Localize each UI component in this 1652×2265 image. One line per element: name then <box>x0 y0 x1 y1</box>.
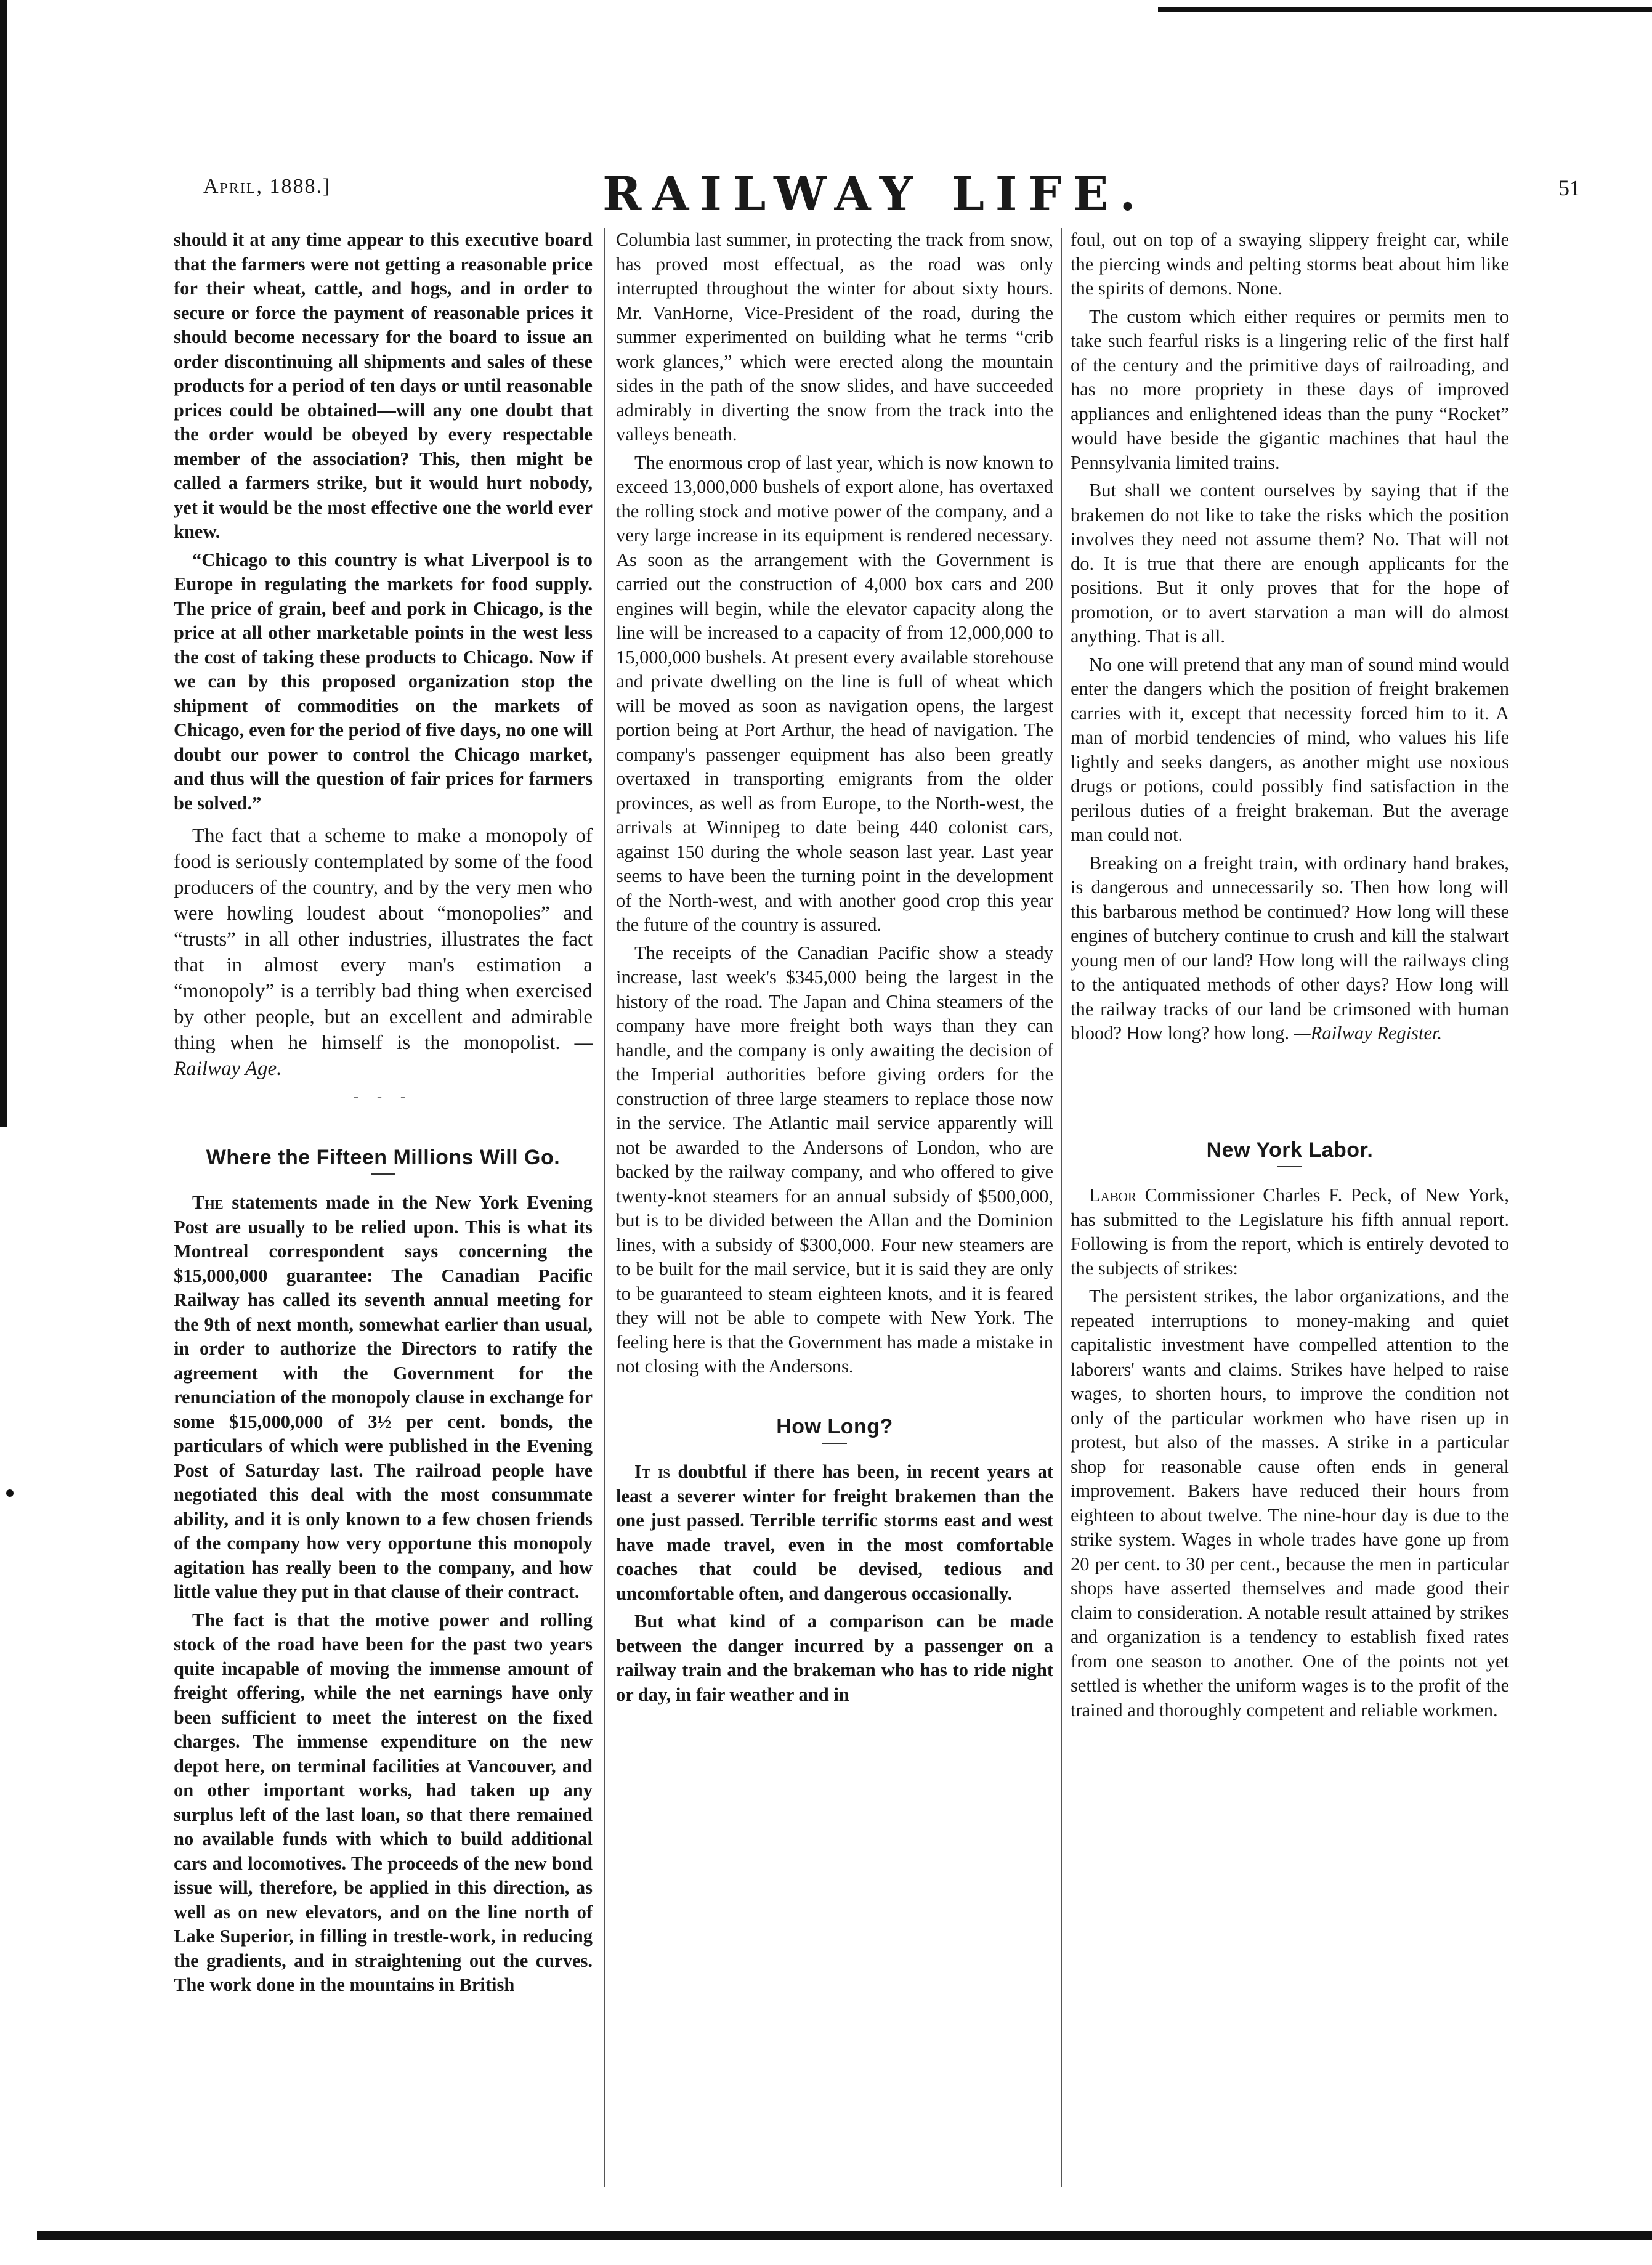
article-paragraph: No one will pretend that any man of sound mind would enter the dangers which the position of freight brakemen carries with it, except that necessity forced him to it. A man of morbid tendencies of mind, who values his life lightly and seeks dangers, as another might use noxious drugs or potions, could possibly find satisfaction in the perilous duties of a freight brakeman. But the average man could not. <box>1071 654 1509 845</box>
article-paragraph: But shall we content ourselves by saying that if the brakemen do not like to take the risks which the position involves they need not assume them? No. That will not do. It is true that there are enough applicants for the positions. But it only proves that for the hope of promotion, or to avert starvation a man will do almost anything. That is all. <box>1071 480 1509 647</box>
paragraph-text: Breaking on a freight train, with ordinary hand brakes, is dangerous and unnecessarily so. Then how long will this barbarous method be continued? How long will these engines of butchery continue to crush and kill the stalwart young men of our land? How long will the railways cling to the antiquated methods of other days? How long will the railway tracks of our land be crimsoned with human blood? How long? how long. <box>1071 852 1509 1043</box>
article-heading: Where the Fifteen Millions Will Go. <box>206 1145 561 1169</box>
article-paragraph: But what kind of a comparison can be made between the danger incurred by a passenger on a railway train and the brakeman who has to ride night or day, in fair weather and in <box>616 1611 1053 1705</box>
article-paragraph <box>174 1191 593 1605</box>
article-paragraph: “Chicago to this country is what Liverpool is to Europe in regulating the markets for food supply. The price of grain, beef and pork in Chicago, is the price at all other marketable points in the west less the cost of taking these products to Chicago. Now if we can by this proposed organization stop the shipment of commodities on the markets of Chicago, even for the period of five days, no one will doubt our power to control the Chicago market, and thus will the question of fair prices for farmers be solved.” <box>174 549 593 814</box>
margin-dot <box>6 1489 14 1497</box>
article-paragraph <box>1071 851 1509 1046</box>
source-credit: —Railway Age. <box>174 1032 593 1080</box>
source-credit: —Railway Register. <box>1294 1023 1443 1043</box>
column-rule-left <box>604 228 605 2187</box>
column-3 <box>1071 228 1509 1726</box>
article-paragraph: The persistent strikes, the labor organizations, and the repeated interruptions to money-making and quiet capitalistic investment have compelled attention to the laborers' wants and claims. Strikes have helped to raise wages, to shorten hours, to improve the condition not only of the particular workmen who have risen up in protest, but also of the masses. A strike in a particular shop for reasonable cause often ends in general improvement. Bakers have reduced their hours from eighteen to about twelve. The nine-hour day is due to the strike system. Wages in whole trades have gone up from 20 per cent. to 30 per cent., because the men in particular shops have asserted themselves and made good their claim to consideration. A notable result attained by strikes and organization is a tendency to establish fixed rates from one season to another. One of the points not yet settled is whether the uniform wages is to the profit of the trained and thoroughly competent and reliable workmen. <box>1071 1286 1509 1720</box>
column-1 <box>174 228 593 2001</box>
section-break: - - - <box>354 1089 413 1105</box>
paragraph-text: Commissioner Charles F. Peck, of New York, has submitted to the Legislature his fifth annual report. Following is from the report, which is entirely devoted to the subjects of strikes: <box>1071 1185 1509 1279</box>
article-paragraph <box>1071 1183 1509 1281</box>
article-heading: New York Labor. <box>1206 1138 1374 1162</box>
left-page-edge <box>0 0 7 1127</box>
masthead-title: RAILWAY LIFE. <box>602 166 1147 221</box>
article-paragraph: The receipts of the Canadian Pacific show a steady increase, last week's $345,000 being the largest in the history of the road. The Japan and China steamers of the company have more freight both ways than they can handle, and the company is only awaiting the decision of the Imperial authorities before giving orders for the construction of three large steamers to replace those now in the service. The Atlantic mail service apparently will not be awarded to the Andersons of London, who are backed by the railway company, and who offered to give twenty-knot steamers for an annual subsidy of $500,000, but is to be divided between the Allan and the Dominion lines, with a subsidy of $300,000. Four new steamers are to be built for the mail service, but it is said they are only to be guaranteed to steam eighteen knots, and it is feared they will not be able to compete with New York. The feeling here is that the Government has made a mistake in not closing with the Andersons. <box>616 942 1053 1377</box>
article-paragraph: The custom which either requires or permits men to take such fearful risks is a lingering relic of the first half of the century and the primitive days of railroading, and has no more propriety in these days of improved appliances and enlightened ideas than the puny “Rocket” would have beside the gigantic machines that haul the Pennsylvania limited trains. <box>1071 306 1509 473</box>
article-paragraph: The fact is that the motive power and rolling stock of the road have been for the past two years quite incapable of moving the immense amount of freight offering, while the net earnings have only been sufficient to meet the interest on the fixed charges. The immense expenditure on the new depot here, on terminal facilities at Vancouver, and on other important works, had taken up any surplus left of the last loan, so that there remained no available funds with which to build additional cars and locomotives. The proceeds of the new bond issue will, therefore, be applied in this direction, as well as on new elevators, and on the line north of Lake Superior, in filling in trestle-work, in reducing the gradients, and in straightening out the curves. The work done in the mountains in British <box>174 1609 593 1995</box>
page-number: 51 <box>1558 176 1581 200</box>
article-paragraph: foul, out on top of a swaying slippery freight car, while the piercing winds and pelting storms beat about him like the spirits of demons. None. <box>1071 229 1509 299</box>
lead-word: Labor <box>1089 1185 1136 1205</box>
paragraph-text: The fact that a scheme to make a monopoly of food is seriously contemplated by some of the food producers of the country, and by the very men who were howling loudest about “monopolies” and “trusts” in all other industries, illustrates the fact that in almost every man's estimation a “monopoly” is a terribly bad thing when exercised by other people, but an excellent and admirable thing when he himself is the monopolist. <box>174 825 593 1054</box>
issue-date: April, 1888.] <box>203 175 331 198</box>
top-page-rule <box>1158 7 1652 12</box>
lead-word: It is <box>634 1461 671 1482</box>
page-header <box>203 166 1651 221</box>
lead-word: The <box>192 1192 224 1213</box>
column-rule-right <box>1061 228 1062 2187</box>
article-paragraph: Columbia last summer, in protecting the track from snow, has proved most effectual, as the road was only interrupted throughout the winter for about sixty hours. Mr. VanHorne, Vice-President of the road, during the summer experimented on building what he terms “crib work glances,” which were erected along the mountain sides in the path of the snow slides, and have succeeded admirably in diverting the snow from the track into the valleys beneath. <box>616 229 1053 445</box>
bottom-page-rule <box>37 2231 1652 2240</box>
article-heading: How Long? <box>776 1414 893 1438</box>
article-paragraph <box>616 1460 1053 1606</box>
article-paragraph <box>174 823 593 1082</box>
paragraph-text: statements made in the New York Evening Post are usually to be relied upon. This is what its Montreal correspondent says concerning the $15,000,000 guarantee: The Canadian Pacific Railway has called its seventh annual meeting for the 9th of next month, somewhat earlier than usual, in order to authorize the Directors to ratify the agreement with the Government for the renunciation of the monopoly clause in exchange for some $15,000,000 of 3½ per cent. bonds, the particulars of which were published in the Evening Post of Saturday last. The railroad people have negotiated this deal with the most consummate ability, and it is only known to a few chosen friends of the company how very opportune this monopoly agitation has really been to the company, and how little value they put in that clause of their contract. <box>174 1192 593 1602</box>
article-paragraph: The enormous crop of last year, which is now known to exceed 13,000,000 bushels of export alone, has overtaxed the rolling stock and motive power of the company, and a very large increase in its equipment is rendered necessary. As soon as the arrangement with the Government is carried out the construction of 4,000 box cars and 200 engines will begin, while the elevator capacity along the line will be increased to a capacity of from 12,000,000 to 15,000,000 bushels. At present every available storehouse and private dwelling on the line is full of wheat which will be moved as soon as navigation opens, the largest portion being at Port Arthur, the head of navigation. The company's passenger equipment has also been greatly overtaxed in transporting emigrants from the older provinces, as well as from Europe, to the North-west, the arrivals at Winnipeg to date being 440 colonist cars, against 150 during the whole season last year. Last year seems to have been the turning point in the development of the North-west, and with another good crop this year the future of the country is assured. <box>616 452 1053 935</box>
heading-rule <box>822 1443 847 1444</box>
heading-rule <box>371 1173 395 1175</box>
heading-rule <box>1277 1166 1302 1167</box>
paragraph-text: doubtful if there has been, in recent years at least a severer winter for freight brakemen than the one just passed. Terrible terrific storms east and west have made travel, even in the most comfortable coaches that could be devised, tedious and uncomfortable often, and dangerous occasionally. <box>616 1461 1053 1604</box>
column-2 <box>616 228 1053 1711</box>
article-paragraph: should it at any time appear to this executive board that the farmers were not getting a reasonable price for their wheat, cattle, and hogs, and in order to secure or force the payment of reasonable prices it should become necessary for the board to issue an order discontinuing all shipments and sales of these products for a period of ten days or until reasonable prices could be obtained—will any one doubt that the order would be obeyed by every respectable member of the association? This, then might be called a farmers strike, but it would hurt nobody, yet it would be the most effective one the world ever knew. <box>174 229 593 542</box>
